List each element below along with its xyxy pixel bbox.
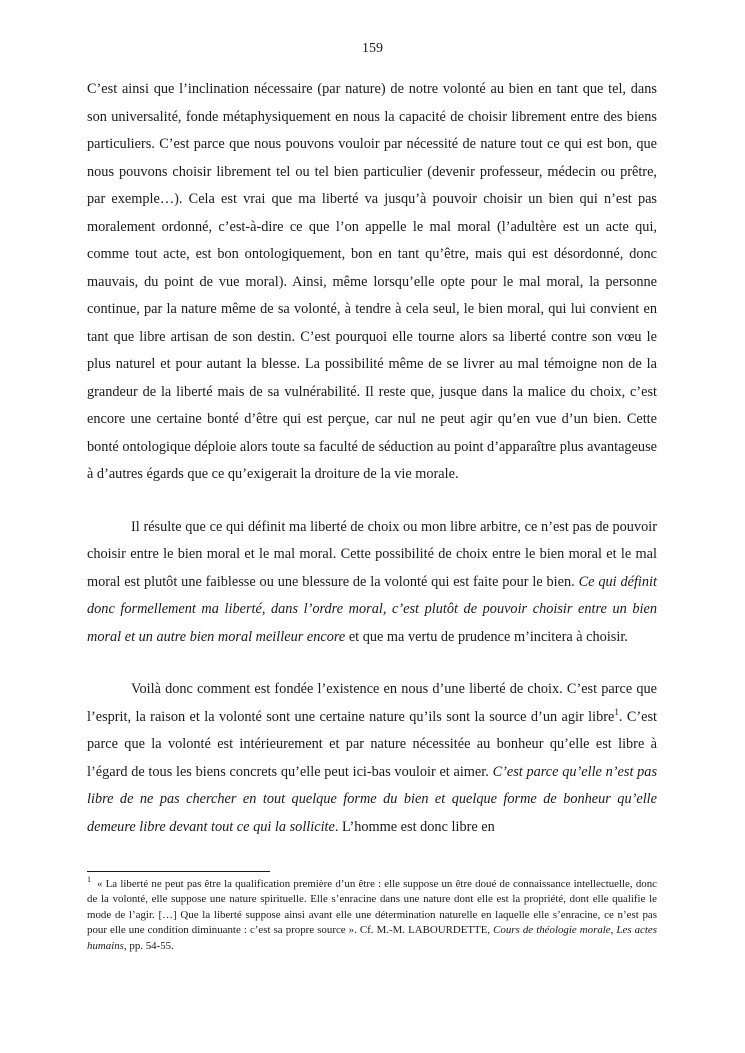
footnote-separator — [87, 871, 270, 872]
paragraph-2-emphasis: Ce qui définit donc formellement ma liberté, dans l’ordre moral, c’est plutôt de pouvoir choisir entre un bien moral et un autre bien moral meilleur encore — [87, 573, 657, 645]
paragraph-3-emphasis: C’est parce qu’elle n’est pas libre de ne pas chercher en tout quelque forme du bien et quelque forme de bonheur qu’elle demeure libre devant tout ce qui la sollicite — [87, 763, 658, 835]
paragraph-3-text-3: . L’homme est donc libre en — [334, 818, 495, 835]
page-number: 159 — [362, 41, 383, 56]
footnote — [87, 877, 657, 954]
footnote-text: « La liberté ne peut pas être la qualification première d’un être : elle suppose un être doué de connaissance intellectuelle, donc de la volonté, elle suppose une nature spirituelle. Elle s’enracine dans une nature dont elle est la propriété, dont elle qualifie le mode de l’agir. […] Que la liberté suppose ainsi avant elle une détermination naturelle en laquelle elle s’enracine, ce n’est pas pour elle une condition diminuante : c’est sa propre source ». Cf. M.-M. LABOURDETTE, — [87, 878, 657, 937]
footnote-reference[interactable]: 1 — [614, 706, 619, 717]
paragraph-3 — [87, 676, 657, 841]
paragraph-3-text-2: . C’est parce que la volonté est intérieurement et par nature nécessitée au bonheur qu’elle est libre à l’égard de tous les biens concrets qu’elle peut ici-bas vouloir et aimer. — [87, 708, 657, 780]
paragraph-1: C’est ainsi que l’inclination nécessaire (par nature) de notre volonté au bien en tant que tel, dans son universalité, fonde métaphysiquement en nous la capacité de choisir librement entre des biens particuliers. C’est parce que nous pouvons vouloir par nécessité de nature tout ce qui est bon, que nous pouvons choisir librement tel ou tel bien particulier (devenir professeur, médecin ou prêtre, par exemple…). Cela est vrai que ma liberté va jusqu’à pouvoir choisir un bien qui n’est pas moralement ordonné, c’est-à-dire ce que l’on appelle le mal moral (l’adultère est un acte qui, comme tout acte, est bon ontologiquement, bon en tant qu’être, mais qui est désordonné, donc mauvais, du point de vue moral). Ainsi, même lorsqu’elle opte pour le mal moral, la personne continue, par la nature même de sa volonté, à tendre à cela seul, le bien moral, qui lui convient en tant que libre artisan de son destin. C’est pourquoi elle tourne alors sa liberté contre son vœu le plus naturel et pour autant la blesse. La possibilité même de se livrer au mal témoigne non de la grandeur de la liberté mais de sa vulnérabilité. Il reste que, jusque dans la malice du choix, c’est encore une certaine bonté d’être qui est perçue, car nul ne peut agir qu’en vue d’un bien. Cette bonté ontologique déploie alors toute sa faculté de séduction au point d’apparaître plus avantageuse à d’autres égards que ce qu’exigerait la droiture de la vie morale. — [87, 81, 657, 482]
paragraph-2-text-2: et que ma vertu de prudence m’incitera à choisir. — [348, 628, 628, 645]
footnote-number: 1 — [87, 875, 91, 885]
paragraph-2 — [87, 514, 657, 652]
paragraph-3-text-1: Voilà donc comment est fondée l’existence en nous d’une liberté de choix. C’est parce que l’esprit, la raison et la volonté sont une certaine nature qu’ils sont la source d’un agir libre — [87, 681, 657, 725]
body-text — [87, 76, 657, 841]
footnote-book-title: Cours de théologie morale, Les actes humains, — [87, 924, 657, 952]
footnote-pages: pp. 54-55. — [129, 939, 174, 952]
paragraph-2-text-1: Il résulte que ce qui définit ma liberté de choix ou mon libre arbitre, ce n’est pas de pouvoir choisir entre le bien moral et le mal moral. Cette possibilité de choix entre le bien moral et le mal moral est plutôt une faiblesse ou une blessure de la volonté qui est faite pour le bien. — [87, 518, 657, 590]
